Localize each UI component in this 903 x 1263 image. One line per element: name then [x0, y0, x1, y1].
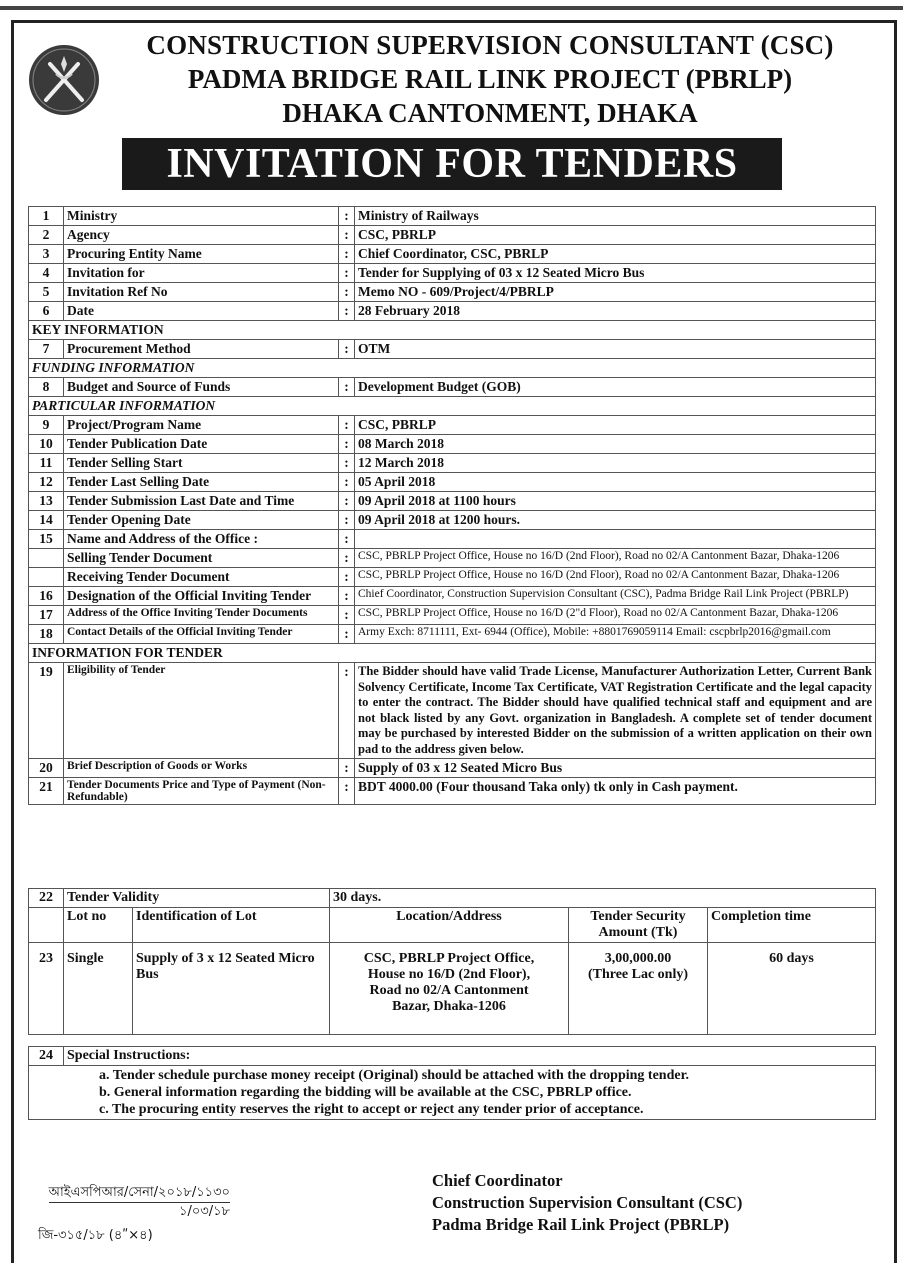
row-value: 12 March 2018 [355, 454, 876, 473]
header-completion: Completion time [708, 908, 876, 943]
colon: : [339, 340, 355, 359]
row-label: Tender Selling Start [64, 454, 339, 473]
table-row [29, 759, 876, 778]
row-value: CSC, PBRLP Project Office, House no 16/D (2nd Floor), Road no 02/A Cantonment Bazar, Dhaka-1206 [355, 568, 876, 587]
section-heading [29, 359, 876, 378]
row-number: 11 [29, 454, 64, 473]
table-row [29, 492, 876, 511]
header-security: Tender Security Amount (Tk) [569, 908, 708, 943]
row-label: Designation of the Official Inviting Tender [64, 587, 339, 606]
table-header-row [29, 908, 876, 943]
row-number: 16 [29, 587, 64, 606]
section-key-information: KEY INFORMATION [29, 321, 876, 340]
colon: : [339, 283, 355, 302]
colon: : [339, 207, 355, 226]
row-value: Supply of 03 x 12 Seated Micro Bus [355, 759, 876, 778]
colon: : [339, 587, 355, 606]
table-row [29, 226, 876, 245]
colon: : [339, 378, 355, 397]
signature-block [432, 1170, 742, 1236]
table-row [29, 302, 876, 321]
colon: : [339, 473, 355, 492]
row-value: Development Budget (GOB) [355, 378, 876, 397]
banner-title: INVITATION FOR TENDERS [122, 138, 782, 190]
row-value: CSC, PBRLP [355, 416, 876, 435]
row-label: Receiving Tender Document [64, 568, 339, 587]
table-row [29, 625, 876, 644]
row-label: Tender Opening Date [64, 511, 339, 530]
row-value: Chief Coordinator, CSC, PBRLP [355, 245, 876, 264]
row-value: OTM [355, 340, 876, 359]
colon: : [339, 454, 355, 473]
colon: : [339, 549, 355, 568]
table-row [29, 1066, 876, 1120]
army-emblem-icon [28, 44, 100, 116]
table-row [29, 663, 876, 759]
row-value: 09 April 2018 at 1100 hours [355, 492, 876, 511]
row-label: Ministry [64, 207, 339, 226]
row-value: CSC, PBRLP Project Office, House no 16/D (2"d Floor), Road no 02/A Cantonment Bazar, Dhaka-1206 [355, 606, 876, 625]
row-number: 13 [29, 492, 64, 511]
instruction-item: b. General information regarding the bidding will be available at the CSC, PBRLP office. [99, 1085, 632, 1100]
colon: : [339, 530, 355, 549]
colon: : [339, 568, 355, 587]
table-row [29, 264, 876, 283]
lot-identification: Supply of 3 x 12 Seated Micro Bus [133, 943, 330, 1035]
instruction-item: c. The procuring entity reserves the right to accept or reject any tender prior of acceptance. [99, 1102, 644, 1117]
row-number: 15 [29, 530, 64, 549]
row-label: Brief Description of Goods or Works [64, 759, 339, 778]
tender-info-table [28, 206, 876, 805]
colon: : [339, 511, 355, 530]
section-heading [29, 321, 876, 340]
row-value: CSC, PBRLP [355, 226, 876, 245]
signatory-org: Construction Supervision Consultant (CSC) [432, 1193, 743, 1212]
row-label: Contact Details of the Official Inviting Tender [64, 625, 339, 644]
lot-table [28, 888, 876, 1035]
row-number: 4 [29, 264, 64, 283]
row-number: 7 [29, 340, 64, 359]
table-row [29, 416, 876, 435]
table-row [29, 530, 876, 549]
colon: : [339, 264, 355, 283]
special-instructions-table [28, 1046, 876, 1120]
colon: : [339, 226, 355, 245]
row-number: 8 [29, 378, 64, 397]
validity-label: Tender Validity [64, 889, 330, 908]
row-label: Invitation for [64, 264, 339, 283]
row-label: Tender Submission Last Date and Time [64, 492, 339, 511]
signatory-title: Chief Coordinator [432, 1171, 563, 1190]
row-number: 1 [29, 207, 64, 226]
row-value: 08 March 2018 [355, 435, 876, 454]
table-row [29, 283, 876, 302]
row-value: CSC, PBRLP Project Office, House no 16/D (2nd Floor), Road no 02/A Cantonment Bazar, Dhaka-1206 [355, 549, 876, 568]
row-value: 05 April 2018 [355, 473, 876, 492]
lot-completion: 60 days [708, 943, 876, 1035]
row-label: Tender Publication Date [64, 435, 339, 454]
table-row [29, 473, 876, 492]
colon: : [339, 625, 355, 644]
instruction-item: a. Tender schedule purchase money receipt (Original) should be attached with the dropping tender. [99, 1068, 689, 1083]
table-row [29, 511, 876, 530]
row-number: 19 [29, 663, 64, 759]
colon: : [339, 435, 355, 454]
table-row [29, 778, 876, 805]
table-row [29, 943, 876, 1035]
colon: : [339, 759, 355, 778]
security-words: (Three Lac only) [587, 967, 689, 982]
table-row [29, 889, 876, 908]
row-value: Ministry of Railways [355, 207, 876, 226]
table-row [29, 1047, 876, 1066]
header-identification: Identification of Lot [133, 908, 330, 943]
row-value: Tender for Supplying of 03 x 12 Seated Micro Bus [355, 264, 876, 283]
row-label: Procuring Entity Name [64, 245, 339, 264]
colon: : [339, 778, 355, 805]
row-label: Budget and Source of Funds [64, 378, 339, 397]
signatory-project: Padma Bridge Rail Link Project (PBRLP) [432, 1215, 730, 1234]
ad-code: জি-৩১৫/১৮ (৪ʺ×৪) [38, 1228, 153, 1243]
row-label: Selling Tender Document [64, 549, 339, 568]
row-number [29, 568, 64, 587]
row-number: 3 [29, 245, 64, 264]
colon: : [339, 606, 355, 625]
row-value: BDT 4000.00 (Four thousand Taka only) tk only in Cash payment. [355, 778, 876, 805]
row-number: 21 [29, 778, 64, 805]
row-number: 10 [29, 435, 64, 454]
top-rule [0, 6, 903, 10]
row-label: Name and Address of the Office : [64, 530, 339, 549]
row-value: Chief Coordinator, Construction Supervision Consultant (CSC), Padma Bridge Rail Link Project (PBRLP) [355, 587, 876, 606]
row-label: Tender Last Selling Date [64, 473, 339, 492]
special-instructions-list [29, 1066, 876, 1120]
header-line-3: DHAKA CANTONMENT, DHAKA [282, 98, 698, 128]
row-value: Memo NO - 609/Project/4/PBRLP [355, 283, 876, 302]
header-line-2: PADMA BRIDGE RAIL LINK PROJECT (PBRLP) [187, 64, 793, 94]
lot-location: CSC, PBRLP Project Office, House no 16/D (2nd Floor), Road no 02/A Cantonment Bazar, Dhaka-1206 [330, 943, 569, 1035]
row-number: 6 [29, 302, 64, 321]
footer-reference [40, 1184, 230, 1221]
row-label: Project/Program Name [64, 416, 339, 435]
security-amount: 3,00,000.00 [604, 951, 672, 966]
colon: : [339, 492, 355, 511]
row-label: Tender Documents Price and Type of Payment (Non-Refundable) [64, 778, 339, 805]
lot-security [569, 943, 708, 1035]
validity-value: 30 days. [330, 889, 876, 908]
row-label: Eligibility of Tender [64, 663, 339, 759]
row-label: Agency [64, 226, 339, 245]
section-particular-information: PARTICULAR INFORMATION [29, 397, 876, 416]
row-value: 28 February 2018 [355, 302, 876, 321]
row-number: 22 [29, 889, 64, 908]
row-value [355, 530, 876, 549]
row-label: Date [64, 302, 339, 321]
reference-number: আইএসপিআর/সেনা/২০১৮/১১৩০ [49, 1184, 230, 1203]
special-instructions-label: Special Instructions: [64, 1047, 876, 1066]
table-row [29, 568, 876, 587]
row-value: The Bidder should have valid Trade License, Manufacturer Authorization Letter, Current Bank Solvency Certificate, Income Tax Certificate, VAT Registration Certificate and the legal capacity to enter the contract. The Bidder should have qualified technical staff and equipment and are not black listed by any Govt. organization in Bangladesh. A complete set of tender document may be purchased by interested Bidder on the submission of a written application on their own pad to the address given below. [355, 663, 876, 759]
row-number [29, 549, 64, 568]
header-location: Location/Address [330, 908, 569, 943]
header-lot-no: Lot no [64, 908, 133, 943]
row-label: Address of the Office Inviting Tender Documents [64, 606, 339, 625]
reference-date: ১/০৩/১৮ [179, 1204, 230, 1219]
table-row [29, 207, 876, 226]
row-number: 5 [29, 283, 64, 302]
row-number: 23 [29, 943, 64, 1035]
row-label: Invitation Ref No [64, 283, 339, 302]
section-funding-information: FUNDING INFORMATION [29, 359, 876, 378]
colon: : [339, 663, 355, 759]
colon: : [339, 302, 355, 321]
header-line-1: CONSTRUCTION SUPERVISION CONSULTANT (CSC) [146, 30, 834, 60]
colon: : [339, 416, 355, 435]
section-information-for-tender: INFORMATION FOR TENDER [29, 644, 876, 663]
table-row [29, 378, 876, 397]
table-row [29, 245, 876, 264]
row-value: 09 April 2018 at 1200 hours. [355, 511, 876, 530]
table-row [29, 340, 876, 359]
row-number: 20 [29, 759, 64, 778]
row-number: 9 [29, 416, 64, 435]
colon: : [339, 245, 355, 264]
section-heading [29, 397, 876, 416]
row-number: 14 [29, 511, 64, 530]
row-number: 12 [29, 473, 64, 492]
row-number: 2 [29, 226, 64, 245]
row-number: 18 [29, 625, 64, 644]
table-row [29, 606, 876, 625]
row-label: Procurement Method [64, 340, 339, 359]
table-row [29, 435, 876, 454]
table-row [29, 549, 876, 568]
row-number: 17 [29, 606, 64, 625]
section-heading [29, 644, 876, 663]
table-row [29, 587, 876, 606]
lot-no: Single [64, 943, 133, 1035]
row-number: 24 [29, 1047, 64, 1066]
row-value: Army Exch: 8711111, Ext- 6944 (Office), Mobile: +8801769059114 Email: cscpbrlp2016@gmail.com [355, 625, 876, 644]
table-row [29, 454, 876, 473]
